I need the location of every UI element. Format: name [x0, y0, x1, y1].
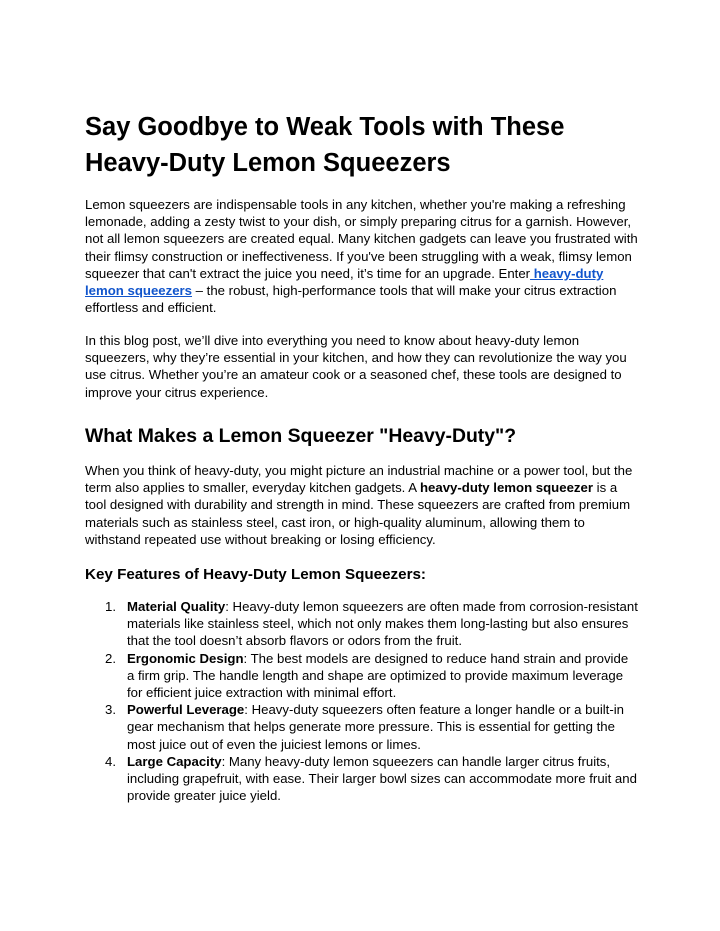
intro-paragraph [85, 196, 638, 316]
features-heading: Key Features of Heavy-Duty Lemon Squeezers: [85, 566, 426, 583]
feature-item-ergonomic-design [85, 650, 638, 702]
section-bold-term: heavy-duty lemon squeezer [420, 480, 593, 496]
intro-text: Lemon squeezers are indispensable tools in any kitchen, whether you're making a refreshing lemonade, adding a zesty twist to your dish, or simply preparing citrus for a garnish. However, not all lemon squeezers are created equal. Many kitchen gadgets can leave you frustrated with their flimsy construction or ineffectiveness. If you've been struggling with a weak, flimsy lemon squeezer that can't extract the juice you need, it’s time for an upgrade. Enter [85, 197, 638, 281]
feature-text: : Many heavy-duty lemon squeezers can handle larger citrus fruits, including grapefruit, with ease. Their larger bowl sizes can accommodate more fruit and provide greater juice yield. [127, 753, 637, 804]
feature-title: Material Quality [127, 599, 226, 614]
blog-intro-paragraph: In this blog post, we’ll dive into everything you need to know about heavy-duty lemon squeezers, why they’re essential in your kitchen, and how they can revolutionize the way you use citrus. Whether you’re an amateur cook or a seasoned chef, these tools are designed to improve your citrus experience. [85, 333, 627, 400]
list-number: 2. [105, 650, 116, 666]
heavy-duty-lemon-squeezers-link[interactable]: heavy-duty lemon squeezers [85, 265, 604, 299]
section-text-before: When you think of heavy-duty, you might picture an industrial machine or a power tool, but the term also applies to smaller, everyday kitchen gadgets. A [85, 463, 633, 496]
feature-text: : Heavy-duty squeezers often feature a longer handle or a built-in gear mechanism that helps generate more pressure. This is essential for getting the most juice out of even the juiciest lemons or limes. [127, 702, 624, 752]
list-number: 3. [105, 702, 116, 718]
feature-item-large-capacity [85, 753, 638, 805]
intro-text-after-link: – the robust, high-performance tools that will make your citrus extraction effortless and efficient. [85, 283, 617, 316]
feature-item-powerful-leverage [85, 701, 638, 753]
section-paragraph [85, 462, 638, 548]
list-number: 1. [105, 599, 116, 614]
section-text-after: is a tool designed with durability and strength in mind. These squeezers are crafted from premium materials such as stainless steel, cast iron, or high-quality aluminum, allowing them to withstand repeated use without breaking or losing efficiency. [85, 480, 631, 547]
features-list [85, 598, 638, 804]
page-title: Say Goodbye to Weak Tools with These Heavy-Duty Lemon Squeezers [85, 113, 565, 177]
feature-title: Large Capacity [127, 753, 222, 769]
feature-text: : Heavy-duty lemon squeezers are often made from corrosion-resistant materials like stainless steel, which not only makes them long-lasting but also ensures that the tool doesn’t absorb flavors or odors from the fruit. [127, 599, 638, 649]
feature-item-material-quality [85, 598, 638, 650]
feature-title: Powerful Leverage [127, 702, 245, 718]
list-number: 4. [105, 753, 116, 769]
section-heading: What Makes a Lemon Squeezer "Heavy-Duty"? [85, 425, 517, 447]
feature-title: Ergonomic Design [127, 650, 244, 666]
feature-text: : The best models are designed to reduce hand strain and provide a firm grip. The handle length and shape are optimized to provide maximum leverage for efficient juice extraction with minimal effort. [127, 650, 629, 701]
